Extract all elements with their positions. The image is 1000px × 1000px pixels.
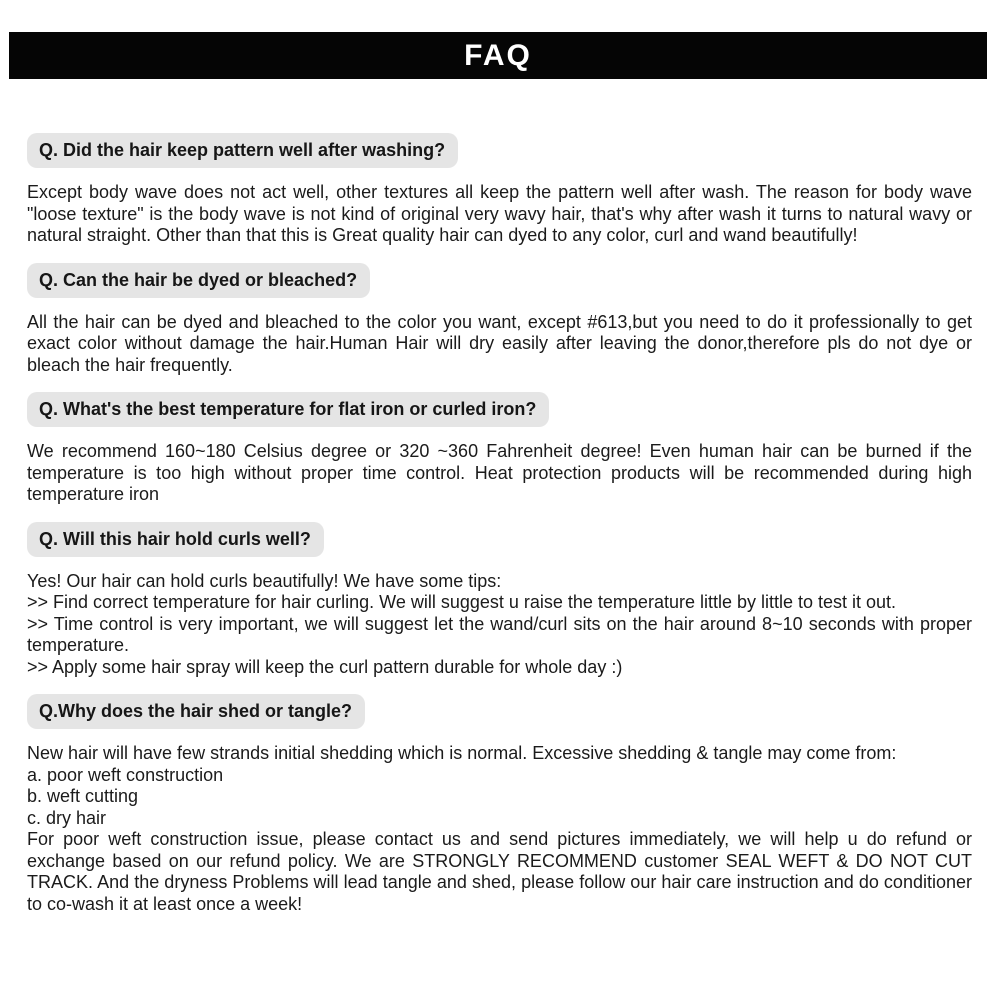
answer-line: c. dry hair	[27, 807, 107, 828]
answer-line: All the hair can be dyed and bleached to the color you want, except #613,but you need to do it professionally to get exact color without damage the hair.Human Hair will dry easily after leaving the donor,therefore pls do not dye or bleach the hair frequently.	[27, 311, 972, 375]
answer-line: Yes! Our hair can hold curls beautifully! We have some tips:	[27, 570, 502, 591]
answer-line: We recommend 160~180 Celsius degree or 320 ~360 Fahrenheit degree! Even human hair can be burned if the temperature is too high without proper time control. Heat protection products will be recommended during high temperature iron	[27, 441, 972, 504]
answer-line: For poor weft construction issue, please contact us and send pictures immediately, we will help u do refund or exchange based on our refund policy. We are STRONGLY RECOMMEND customer SEAL WEFT & DO NOT CUT TRACK. And the dryness Problems will lead tangle and shed, please follow our hair care instruction and do conditioner to co-wash it at least once a week!	[27, 829, 972, 914]
page-title: FAQ	[464, 38, 532, 72]
answer-line: b. weft cutting	[27, 786, 139, 806]
answer-line: New hair will have few strands initial shedding which is normal. Excessive shedding & tangle may come from:	[27, 743, 897, 763]
faq-content	[0, 133, 1000, 915]
answer-line: >> Find correct temperature for hair curling. We will suggest u raise the temperature little by little to test it out.	[27, 592, 897, 612]
answer-text	[27, 441, 972, 506]
faq-item-temperature	[27, 392, 972, 506]
question-pill: Q. Can the hair be dyed or bleached?	[27, 263, 370, 298]
faq-item-shed-tangle	[27, 694, 972, 915]
faq-item-dye-bleach	[27, 263, 972, 377]
faq-item-hold-curls	[27, 522, 972, 679]
answer-text	[27, 182, 972, 247]
question-pill: Q. Will this hair hold curls well?	[27, 522, 324, 557]
answer-line: Except body wave does not act well, other textures all keep the pattern well after wash. The reason for body wave "loose texture" is the body wave is not kind of original very wavy hair, that's why after wash it turns to natural wavy or natural straight. Other than that this is Great quality hair can dyed to any color, curl and wand beautifully!	[27, 182, 972, 245]
answer-line: >> Time control is very important, we will suggest let the wand/curl sits on the hair around 8~10 seconds with proper temperature.	[27, 613, 972, 655]
answer-text	[27, 312, 972, 377]
faq-header-bar	[9, 32, 987, 79]
answer-text	[27, 571, 972, 679]
answer-text	[27, 743, 972, 915]
question-pill: Q. What's the best temperature for flat iron or curled iron?	[27, 392, 549, 427]
question-pill: Q. Did the hair keep pattern well after washing?	[27, 133, 458, 168]
answer-line: >> Apply some hair spray will keep the curl pattern durable for whole day :)	[27, 656, 623, 677]
question-pill: Q.Why does the hair shed or tangle?	[27, 694, 365, 729]
faq-item-washing	[27, 133, 972, 247]
answer-line: a. poor weft construction	[27, 764, 224, 785]
